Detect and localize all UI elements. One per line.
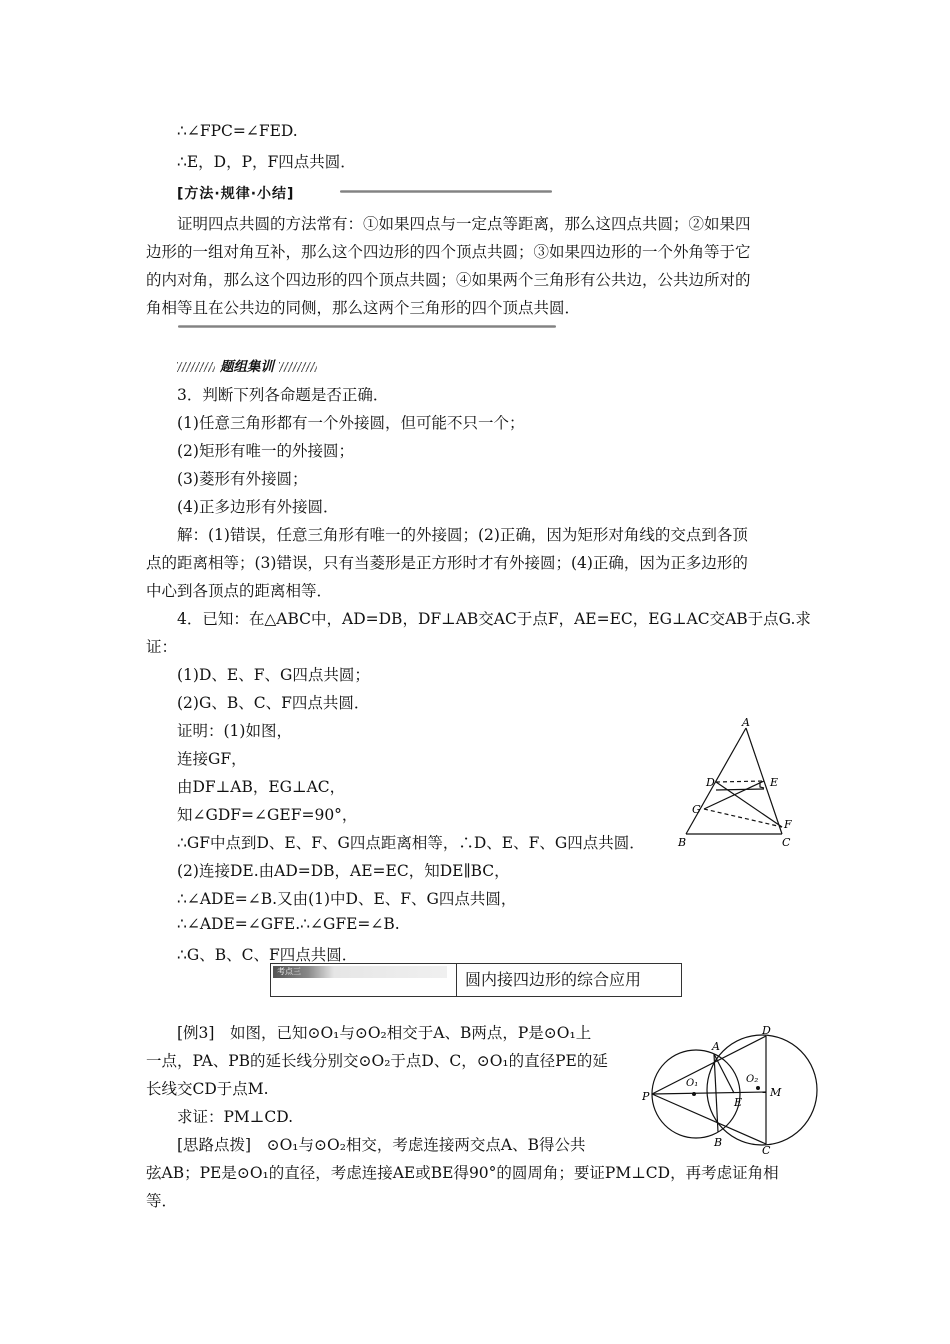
q4-line-12: ∴∠ADE=∠GFE.∴∠GFE=∠B. <box>177 915 400 933</box>
circle-o2 <box>707 1035 817 1145</box>
q3-line-3: (2)矩形有唯一的外接圆； <box>177 442 354 460</box>
segment-midline <box>716 789 764 790</box>
label-o1: O₁ <box>686 1078 699 1089</box>
example3-line-3: 长线交CD于点M. <box>146 1080 269 1098</box>
q4-line-7: 由DF⊥AB，EG⊥AC， <box>177 778 346 796</box>
point-o1 <box>692 1092 696 1096</box>
segment-gf-dashed <box>704 809 782 827</box>
q3-line-4: (3)菱形有外接圆； <box>177 470 308 488</box>
q3-answer-line-2: 点的距离相等；(3)错误，只有当菱形是正方形时才有外接圆；(4)正确，因为正多边形的 <box>146 554 748 572</box>
q4-line-2: 证： <box>146 638 178 656</box>
q4-line-5: 证明：(1)如图， <box>177 722 292 740</box>
example3-line-6: 弦AB；PE是⊙O₁的直径，考虑连接AE或BE得90°的圆周角；要证PM⊥CD，再考虑证角相 <box>146 1164 779 1182</box>
tizu-label: 题组集训 <box>219 359 274 375</box>
label-b: B <box>714 1136 723 1149</box>
q4-line-10: (2)连接DE.由AD=DB，AE=EC，知DE∥BC， <box>177 862 510 880</box>
q3-line-5: (4)正多边形有外接圆． <box>177 498 339 516</box>
example3-line-2: 一点，PA、PB的延长线分别交⊙O₂于点D、C，⊙O₁的直径PE的延 <box>146 1052 608 1070</box>
method-bottom-rule <box>178 325 556 328</box>
label-c: C <box>782 836 791 849</box>
example3-line-7: 等． <box>146 1192 178 1210</box>
line-pm <box>652 1092 766 1094</box>
point-o2 <box>756 1086 760 1090</box>
label-e: E <box>770 776 779 789</box>
two-circles-figure <box>642 1024 832 1156</box>
label-b: B <box>678 836 687 849</box>
q3-line-2: (1)任意三角形都有一个外接圆，但可能不只一个； <box>177 414 525 432</box>
example3-line-4: 求证：PM⊥CD. <box>177 1108 294 1126</box>
label-o2: O₂ <box>746 1074 759 1085</box>
right-angle-mark <box>760 782 764 788</box>
method-title: [方法·规律·小结] <box>177 186 295 202</box>
q4-line-8: 知∠GDF=∠GEF=90°， <box>177 806 358 824</box>
kaodian-left-cell <box>271 964 457 996</box>
label-m: M <box>770 1086 782 1099</box>
hatch-right-decoration <box>279 362 317 372</box>
label-a: A <box>712 1040 720 1053</box>
kaodian-tag: 考点三 <box>273 966 447 978</box>
label-f: F <box>784 818 792 831</box>
method-line-2: 边形的一组对角互补，那么这个四边形的四个顶点共圆；③如果四边形的一个外角等于它 <box>146 243 751 261</box>
q4-line-1: 4．已知：在△ABC中，AD=DB，DF⊥AB交AC于点F，AE=EC，EG⊥AC交AB于点G.求 <box>177 610 811 628</box>
proof-line-2: ∴E，D，P，F四点共圆． <box>177 153 356 171</box>
method-title-rule <box>340 190 552 193</box>
method-line-4: 角相等且在公共边的同侧，那么这两个三角形的四个顶点共圆． <box>146 299 581 317</box>
label-g: G <box>692 803 701 816</box>
hatch-left-decoration <box>177 362 215 372</box>
segment-de-dashed <box>716 781 764 782</box>
method-line-1: 证明四点共圆的方法常有：①如果四点与一定点等距离，那么这四点共圆；②如果四 <box>177 215 751 233</box>
label-p: P <box>642 1090 650 1103</box>
q4-line-9: ∴GF中点到D、E、F、G四点距离相等，∴D、E、F、G四点共圆． <box>177 834 645 852</box>
example3-line-5: [思路点拨] ⊙O₁与⊙O₂相交，考虑连接两交点A、B得公共 <box>177 1136 586 1154</box>
q4-line-11: ∴∠ADE=∠B.又由(1)中D、E、F、G四点共圆， <box>177 890 517 908</box>
q4-line-3: (1)D、E、F、G四点共圆； <box>177 666 370 684</box>
proof-line-1: ∴∠FPC=∠FED. <box>177 122 298 140</box>
label-e: E <box>734 1096 743 1109</box>
kaodian-title: 圆内接四边形的综合应用 <box>465 970 642 989</box>
kaodian-box <box>270 963 682 997</box>
line-pd <box>652 1036 766 1094</box>
q3-answer-line-1: 解：(1)错误，任意三角形有唯一的外接圆；(2)正确，因为矩形对角线的交点到各顶 <box>177 526 748 544</box>
q3-line-1: 3．判断下列各命题是否正确． <box>177 386 389 404</box>
q3-answer-line-3: 中心到各顶点的距离相等． <box>146 582 333 600</box>
label-a: A <box>742 716 750 729</box>
label-d: D <box>706 776 715 789</box>
q4-line-13: ∴G、B、C、F四点共圆． <box>177 946 358 964</box>
example3-line-1: [例3] 如图，已知⊙O₁与⊙O₂相交于A、B两点，P是⊙O₁上 <box>177 1024 592 1042</box>
label-d: D <box>762 1024 771 1037</box>
q4-line-4: (2)G、B、C、F四点共圆． <box>177 694 370 712</box>
triangle-figure <box>668 712 798 852</box>
tizu-heading <box>177 355 317 375</box>
q4-line-6: 连接GF， <box>177 750 247 768</box>
method-line-3: 的内对角，那么这个四边形的四个顶点共圆；④如果两个三角形有公共边，公共边所对的 <box>146 271 751 289</box>
label-c: C <box>762 1144 771 1156</box>
